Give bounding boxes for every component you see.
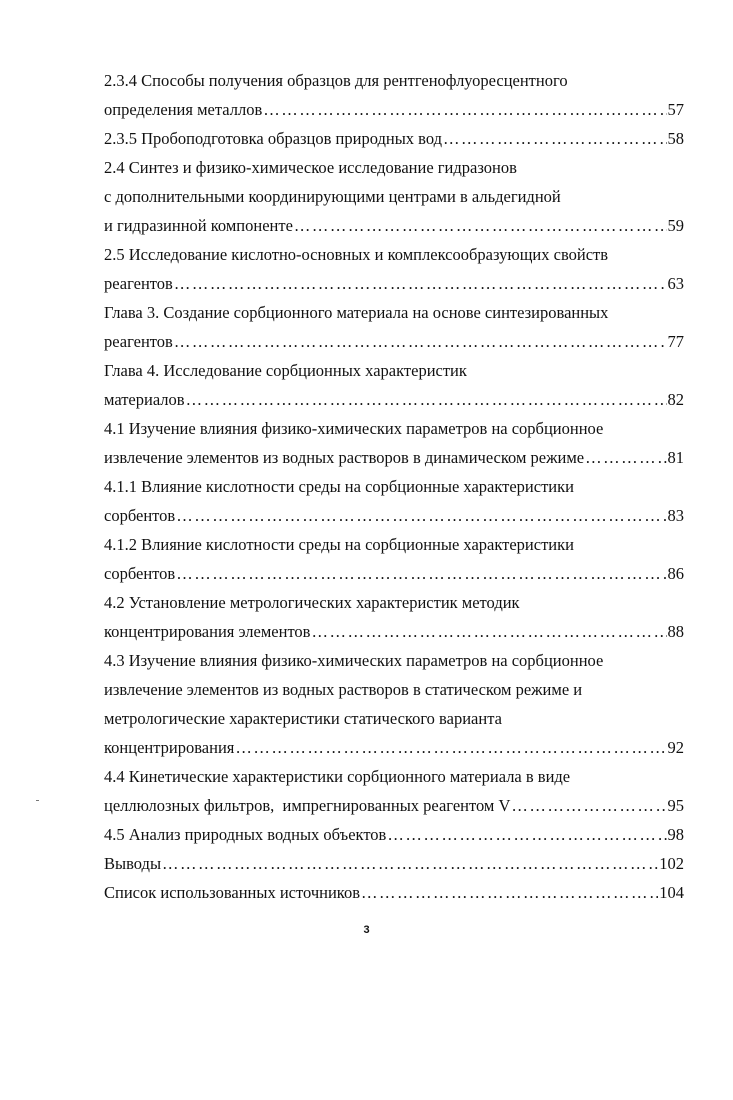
toc-line [104,588,684,617]
toc-page: 102 [659,854,684,873]
toc-text: Выводы [104,854,162,873]
toc-entry [104,617,684,646]
toc-text: 4.2 Установление метрологических характеристик методик [104,593,520,612]
toc-page: 83 [667,506,684,525]
toc-entry [104,820,684,849]
toc-entry [104,443,684,472]
toc-line [104,66,684,95]
toc-text: метрологические характеристики статического варианта [104,709,502,728]
toc-line [104,356,684,385]
toc-text: Глава 3. Создание сорбционного материала на основе синтезированных [104,303,609,322]
toc-page: 57 [667,100,684,119]
toc-text: 4.1 Изучение влияния физико-химических параметров на сорбционное [104,419,604,438]
toc-line [104,530,684,559]
toc-page: 58 [667,129,684,148]
table-of-contents [104,66,684,907]
toc-page: 63 [667,274,684,293]
toc-text: 4.1.1 Влияние кислотности среды на сорбционные характеристики [104,477,574,496]
toc-text: определения металлов [104,100,263,119]
toc-entry [104,559,684,588]
toc-line [104,414,684,443]
toc-text: 2.4 Синтез и физико-химическое исследование гидразонов [104,158,517,177]
toc-text: 4.3 Изучение влияния физико-химических параметров на сорбционное [104,651,604,670]
toc-text: 2.3.5 Пробоподготовка образцов природных вод [104,129,443,148]
toc-text: целлюлозных фильтров, импрегнированных реагентом V [104,796,511,815]
toc-page: 86 [667,564,684,583]
toc-entry [104,211,684,240]
toc-entry [104,791,684,820]
toc-entry [104,327,684,356]
dot-leader [443,124,666,153]
dot-leader [311,617,666,646]
dot-leader [585,443,666,472]
toc-entry [104,269,684,298]
dot-leader [294,211,667,240]
dot-leader [174,327,667,356]
toc-text: Список использованных источников [104,883,360,902]
dot-leader [174,269,667,298]
toc-page: 98 [667,825,684,844]
dot-leader [361,878,658,907]
dot-leader [162,849,658,878]
page-number: 3 [363,924,370,936]
toc-text: и гидразинной компоненте [104,216,293,235]
dot-leader [176,559,666,588]
dot-leader [387,820,666,849]
toc-line [104,675,684,704]
dot-leader [511,791,666,820]
toc-line [104,646,684,675]
toc-page: 81 [667,448,684,467]
toc-entry [104,878,684,907]
toc-text: сорбентов [104,506,176,525]
toc-text: с дополнительными координирующими центрами в альдегидной [104,187,561,206]
toc-page: 104 [659,883,684,902]
toc-entry [104,501,684,530]
toc-line [104,240,684,269]
toc-text: 2.5 Исследование кислотно-основных и комплексообразующих свойств [104,245,609,264]
toc-text: 4.4 Кинетические характеристики сорбционного материала в виде [104,767,571,786]
toc-entry [104,849,684,878]
toc-page: 77 [667,332,684,351]
toc-page: 59 [667,216,684,235]
toc-text: реагентов [104,274,173,293]
toc-line [104,182,684,211]
toc-line [104,298,684,327]
toc-text: реагентов [104,332,173,351]
toc-entry [104,95,684,124]
toc-text: извлечение элементов из водных растворов в динамическом режиме [104,448,585,467]
toc-line [104,704,684,733]
toc-text: сорбентов [104,564,176,583]
toc-text: концентрирования [104,738,235,757]
dot-leader [176,501,666,530]
dot-leader [263,95,666,124]
toc-entry [104,124,684,153]
toc-entry [104,733,684,762]
toc-page: 88 [667,622,684,641]
toc-page: 92 [667,738,684,757]
margin-mark [36,800,39,801]
toc-line [104,762,684,791]
toc-text: извлечение элементов из водных растворов в статическом режиме и [104,680,583,699]
toc-text: 4.5 Анализ природных водных объектов [104,825,387,844]
toc-page: 95 [667,796,684,815]
toc-line [104,153,684,182]
toc-text: 2.3.4 Способы получения образцов для рентгенофлуоресцентного [104,71,568,90]
toc-text: Глава 4. Исследование сорбционных характеристик [104,361,467,380]
dot-leader [235,733,666,762]
toc-page: 82 [667,390,684,409]
toc-text: концентрирования элементов [104,622,311,641]
dot-leader [186,385,667,414]
toc-text: 4.1.2 Влияние кислотности среды на сорбционные характеристики [104,535,574,554]
toc-text: материалов [104,390,185,409]
toc-entry [104,385,684,414]
toc-line [104,472,684,501]
